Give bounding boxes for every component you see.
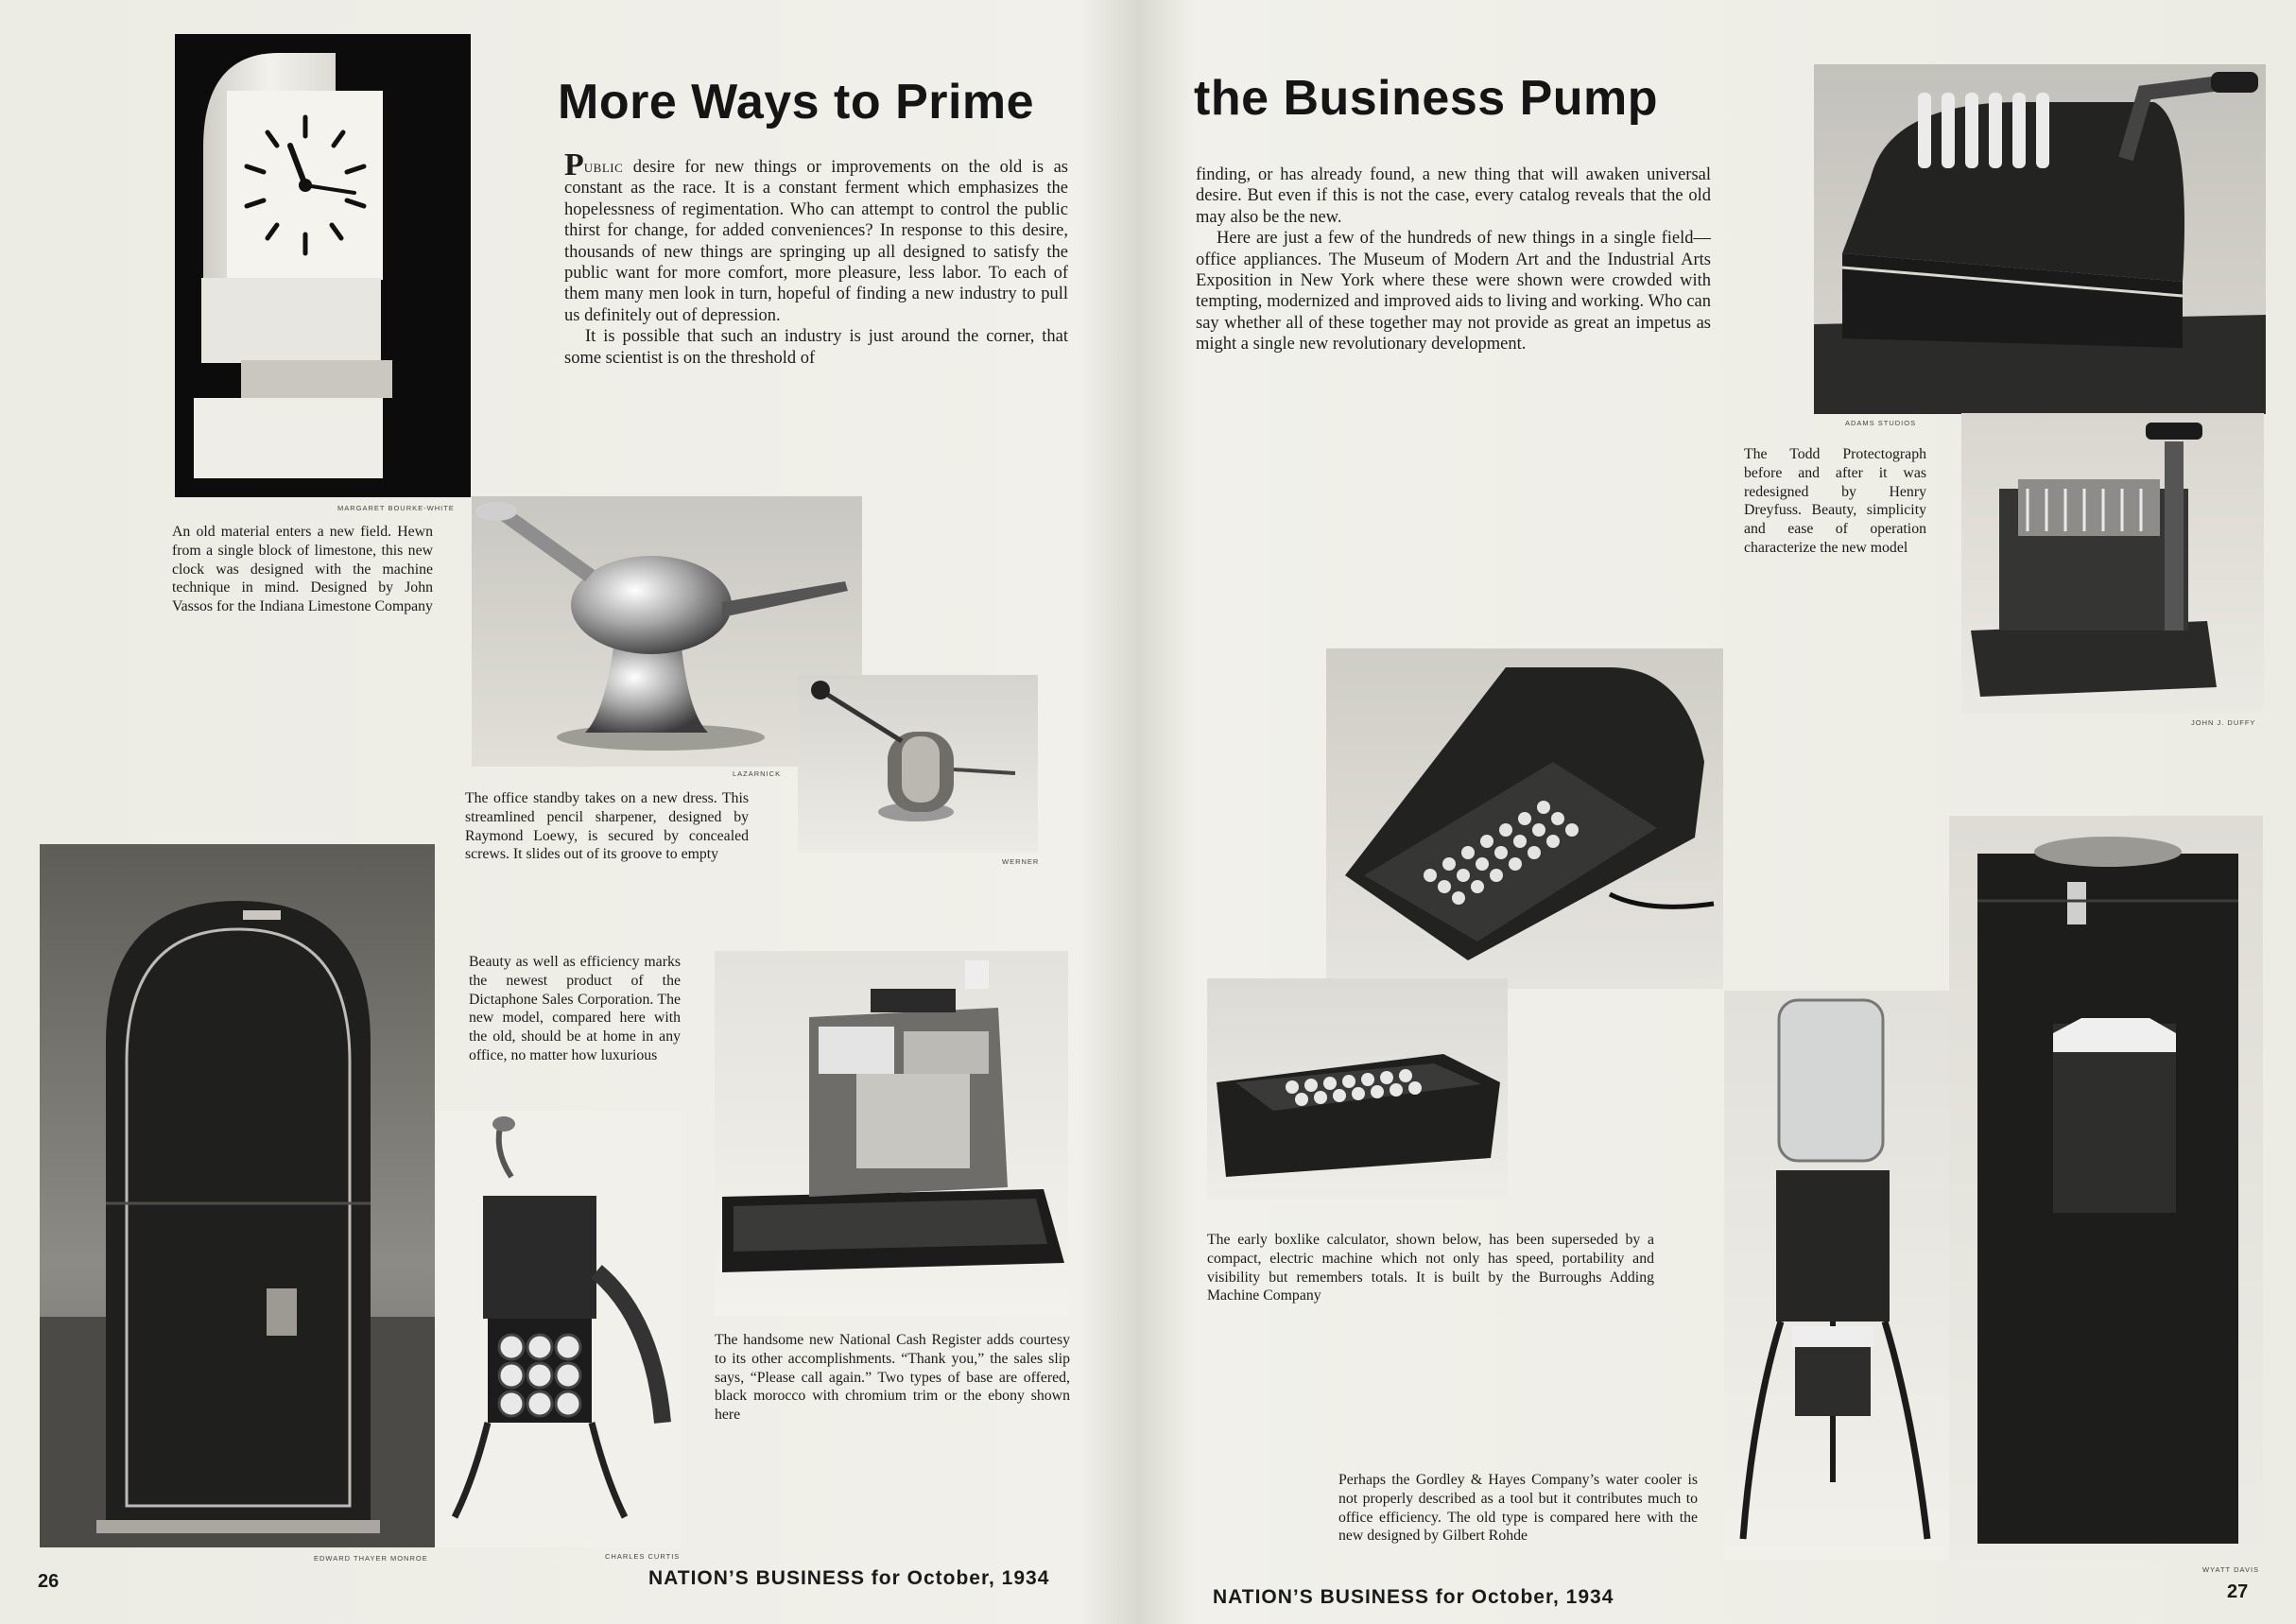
protectograph-old-photo [1961, 413, 2264, 714]
credit-cooler: WYATT DAVIS [2202, 1565, 2260, 1574]
column-2-paragraph-1: finding, or has already found, a new thing that will awaken universal desire. But even if this is not the case, every catalog reveals that the old may also be the new. [1196, 165, 1711, 227]
lead-word: ublic [583, 158, 624, 177]
page-number-right: 27 [2227, 1581, 2249, 1602]
calculator-new-illustration [1326, 648, 1723, 989]
article-column-2 [1196, 164, 1711, 355]
caption-protectograph: The Todd Protectograph before and after it was redesigned by Henry Dreyfuss. Beauty, simplicity and ease of operation characterize the new model [1744, 446, 1926, 556]
water-cooler-new-photo [1949, 816, 2263, 1561]
headline-left: More Ways to Prime [558, 75, 1035, 130]
column-1-paragraph-1: desire for new things or improvements on the old is as constant as the race. It is a constant ferment which emphasizes the hopelessness of regimentation. Who can attempt to control the public thirst for change, for added conveniences? In response to this desire, thousands of new things are springing up all designed to satisfy the public want for more comfort, more pleasure, less labor. To each of them many men look in turn, hopeful of finding a new industry to pull us definitely out of depression. [564, 158, 1068, 325]
credit-sharpener-small: WERNER [1002, 857, 1040, 866]
dictaphone-old-photo [436, 1111, 682, 1547]
water-cooler-old-illustration [1724, 991, 1951, 1560]
calculator-new-photo [1326, 648, 1723, 989]
credit-clock: MARGARET BOURKE-WHITE [337, 504, 455, 512]
column-2-paragraph-2: Here are just a few of the hundreds of new things in a single field—office appliances. The Museum of Modern Art and the Industrial Arts Exposition in New York where these were shown were crowded with tempting, modernized and improved aids to living and working. Who can say whether all of these together may not provide as great an impetus as might a single new revolutionary development. [1196, 229, 1711, 354]
dictaphone-new-photo [40, 844, 435, 1547]
clock-photo [175, 34, 471, 497]
credit-protect-old: JOHN J. DUFFY [2191, 718, 2256, 727]
dictaphone-old-illustration [436, 1111, 682, 1547]
cash-register-illustration [715, 951, 1068, 1316]
old-sharpener-photo [798, 675, 1038, 853]
headline-right: the Business Pump [1194, 71, 1659, 126]
caption-calculator: The early boxlike calculator, shown below, has been superseded by a compact, electric machine which not only has speed, portability and visibility but remembers totals. It is built by the Burroughs Adding Machine Company [1207, 1232, 1654, 1304]
water-cooler-new-illustration [1949, 816, 2263, 1561]
credit-sharpener-large: LAZARNICK [733, 769, 782, 778]
credit-dictaphone-new: EDWARD THAYER MONROE [314, 1554, 428, 1563]
caption-clock: An old material enters a new field. Hewn from a single block of limestone, this new clock was designed with the machine technique in mind. Designed by John Vassos for the Indiana Limestone Company [172, 524, 433, 615]
clock-illustration [175, 34, 471, 497]
caption-dictaphone: Beauty as well as efficiency marks the newest product of the Dictaphone Sales Corporation. The new model, compared here with the old, should be at home in any office, no matter how luxurious [469, 954, 681, 1063]
protectograph-new-photo [1814, 64, 2266, 414]
old-sharpener-illustration [798, 675, 1038, 853]
article-column-1 [564, 147, 1068, 369]
page-number-left: 26 [38, 1571, 60, 1592]
caption-sharpener: The office standby takes on a new dress. This streamlined pencil sharpener, designed by Raymond Loewy, is secured by concealed screws. It slides out of its groove to empty [465, 790, 749, 863]
caption-register: The handsome new National Cash Register adds courtesy to its other accomplishments. “Thank you,” the sales slip says, “Please call again.” Two types of base are offered, black morocco with chromium trim or the ebony shown here [715, 1332, 1070, 1424]
footer-right: NATION’S BUSINESS for October, 1934 [1213, 1586, 1614, 1608]
protectograph-new-illustration [1814, 64, 2266, 414]
protectograph-old-illustration [1961, 413, 2264, 714]
dictaphone-new-illustration [40, 844, 435, 1547]
calculator-old-illustration [1207, 978, 1508, 1200]
cash-register-photo [715, 951, 1068, 1316]
drop-cap: P [564, 147, 584, 182]
column-1-paragraph-2: It is possible that such an industry is just around the corner, that some scientist is on the threshold of [564, 327, 1068, 368]
calculator-old-photo [1207, 978, 1508, 1200]
water-cooler-old-photo [1724, 991, 1951, 1560]
caption-cooler: Perhaps the Gordley & Hayes Company’s water cooler is not properly described as a tool but it contributes much to office efficiency. The old type is compared here with the new designed by Gilbert Rohde [1338, 1472, 1698, 1545]
credit-protect-new: ADAMS STUDIOS [1845, 419, 1917, 427]
footer-left: NATION’S BUSINESS for October, 1934 [648, 1567, 1050, 1589]
credit-dictaphone-old: CHARLES CURTIS [605, 1552, 681, 1561]
